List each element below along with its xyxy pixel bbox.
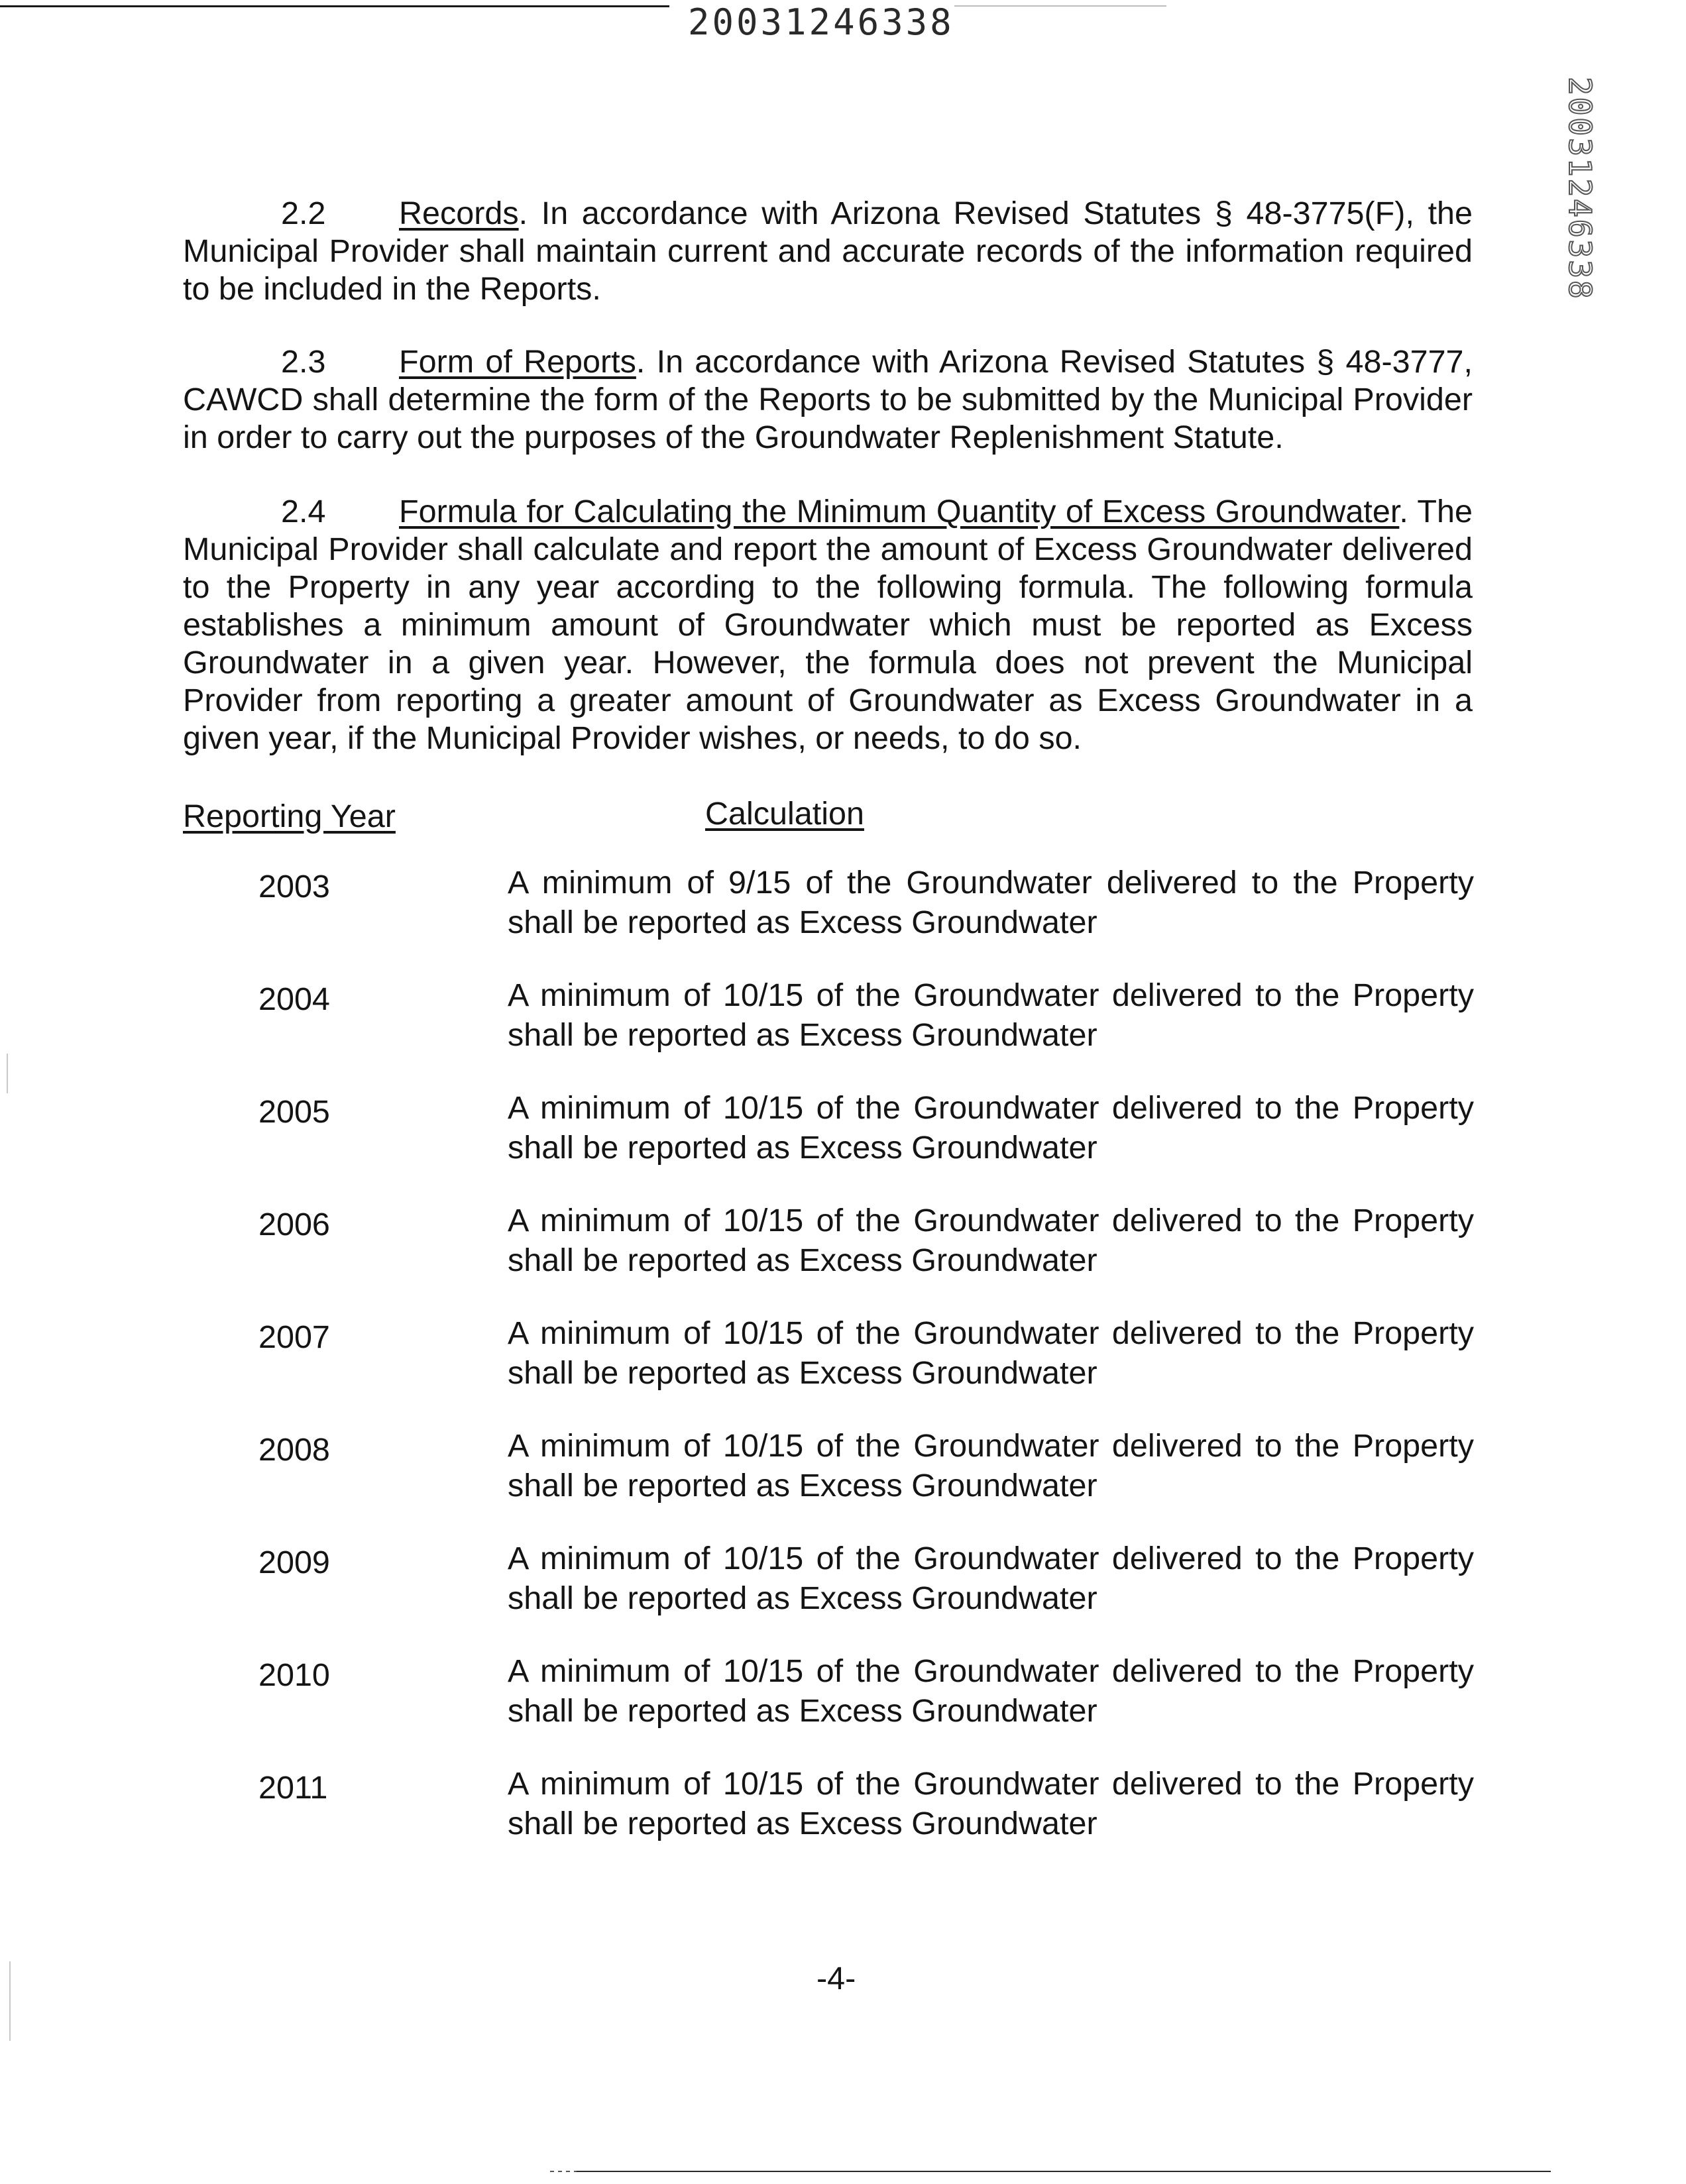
calc-line-1: A minimum of 10/15 of the Groundwater delivered to the Property: [508, 1428, 1474, 1464]
row-calculation: [508, 1426, 1474, 1505]
table-row: [183, 1426, 1473, 1505]
section-number: 2.2: [281, 195, 326, 231]
calc-line-2: shall be reported as Excess Groundwater: [508, 1580, 1097, 1616]
row-year: 2005: [258, 1094, 330, 1130]
section-text: . The Municipal Provider shall calculate and report the amount of Excess Groundwater delivered to the Property in any year according to the following formula. The following formula establishes a minimum amount of Groundwater which must be reported as Excess Groundwater in a given year. However, the formula does not prevent the Municipal Provider from reporting a greater amount of Groundwater as Excess Groundwater in a given year, if the Municipal Provider wishes, or needs, to do so.: [183, 494, 1473, 756]
calc-line-1: A minimum of 10/15 of the Groundwater delivered to the Property: [508, 1315, 1474, 1351]
section-2-3: [183, 343, 1473, 457]
row-year: 2010: [258, 1657, 330, 1693]
table-header-calculation: Calculation: [705, 796, 864, 832]
calc-line-2: shall be reported as Excess Groundwater: [508, 1130, 1097, 1166]
calc-line-2: shall be reported as Excess Groundwater: [508, 904, 1097, 940]
table-row: [183, 1651, 1473, 1731]
top-rule: [0, 5, 669, 7]
scan-speck: [7, 1054, 8, 1093]
section-number: 2.4: [281, 494, 326, 529]
section-text: . In accordance with Arizona Revised Statutes § 48-3777, CAWCD shall determine the form of the Reports to be submitted by the Municipal Provider in order to carry out the purposes of the Groundwater Replenishment Statute.: [183, 344, 1473, 455]
row-year: 2004: [258, 981, 330, 1017]
section-number: 2.3: [281, 344, 326, 380]
section-2-2: [183, 195, 1473, 308]
table-header-reporting-year: Reporting Year: [183, 798, 396, 834]
row-year: 2008: [258, 1432, 330, 1468]
document-number: 20031246338: [688, 1, 954, 43]
table-row: [183, 1201, 1473, 1280]
row-year: 2009: [258, 1545, 330, 1580]
top-rule-faint: [954, 5, 1166, 7]
calc-line-1: A minimum of 10/15 of the Groundwater delivered to the Property: [508, 1203, 1474, 1238]
calc-line-1: A minimum of 10/15 of the Groundwater delivered to the Property: [508, 1541, 1474, 1576]
row-calculation: [508, 1539, 1474, 1618]
section-2-4: [183, 493, 1473, 757]
calc-line-1: A minimum of 10/15 of the Groundwater delivered to the Property: [508, 1653, 1474, 1689]
calc-line-2: shall be reported as Excess Groundwater: [508, 1468, 1097, 1503]
section-title: Form of Reports: [399, 344, 636, 380]
calc-line-2: shall be reported as Excess Groundwater: [508, 1017, 1097, 1053]
row-year: 2007: [258, 1319, 330, 1355]
calc-line-1: A minimum of 10/15 of the Groundwater delivered to the Property: [508, 1766, 1474, 1802]
side-stamp: 20031246338: [1562, 77, 1598, 301]
row-calculation: [508, 863, 1474, 942]
row-calculation: [508, 975, 1474, 1055]
row-calculation: [508, 1201, 1474, 1280]
calc-line-1: A minimum of 10/15 of the Groundwater delivered to the Property: [508, 1090, 1474, 1126]
table-row: [183, 1539, 1473, 1618]
section-text: . In accordance with Arizona Revised Statutes § 48-3775(F), the Municipal Provider shall maintain current and accurate records of the information required to be included in the Reports.: [183, 195, 1473, 307]
page-number: -4-: [816, 1961, 856, 1996]
calc-line-1: A minimum of 9/15 of the Groundwater delivered to the Property: [508, 865, 1474, 901]
row-calculation: [508, 1088, 1474, 1168]
table-row: [183, 863, 1473, 942]
row-calculation: [508, 1764, 1474, 1843]
table-row: [183, 1313, 1473, 1393]
calc-line-2: shall be reported as Excess Groundwater: [508, 1693, 1097, 1729]
bottom-rule: [577, 2171, 1551, 2172]
row-year: 2003: [258, 869, 330, 904]
calc-line-1: A minimum of 10/15 of the Groundwater delivered to the Property: [508, 977, 1474, 1013]
table-row: [183, 975, 1473, 1055]
section-title: Records: [399, 195, 519, 231]
table-row: [183, 1764, 1473, 1843]
calc-line-2: shall be reported as Excess Groundwater: [508, 1355, 1097, 1391]
calc-line-2: shall be reported as Excess Groundwater: [508, 1806, 1097, 1841]
scan-speck: [9, 1961, 11, 2041]
calc-line-2: shall be reported as Excess Groundwater: [508, 1242, 1097, 1278]
row-calculation: [508, 1313, 1474, 1393]
section-title: Formula for Calculating the Minimum Quantity of Excess Groundwater: [399, 494, 1400, 529]
row-year: 2011: [258, 1770, 328, 1806]
row-calculation: [508, 1651, 1474, 1731]
table-row: [183, 1088, 1473, 1168]
row-year: 2006: [258, 1207, 330, 1242]
bottom-rule-dashes: [550, 2171, 577, 2172]
